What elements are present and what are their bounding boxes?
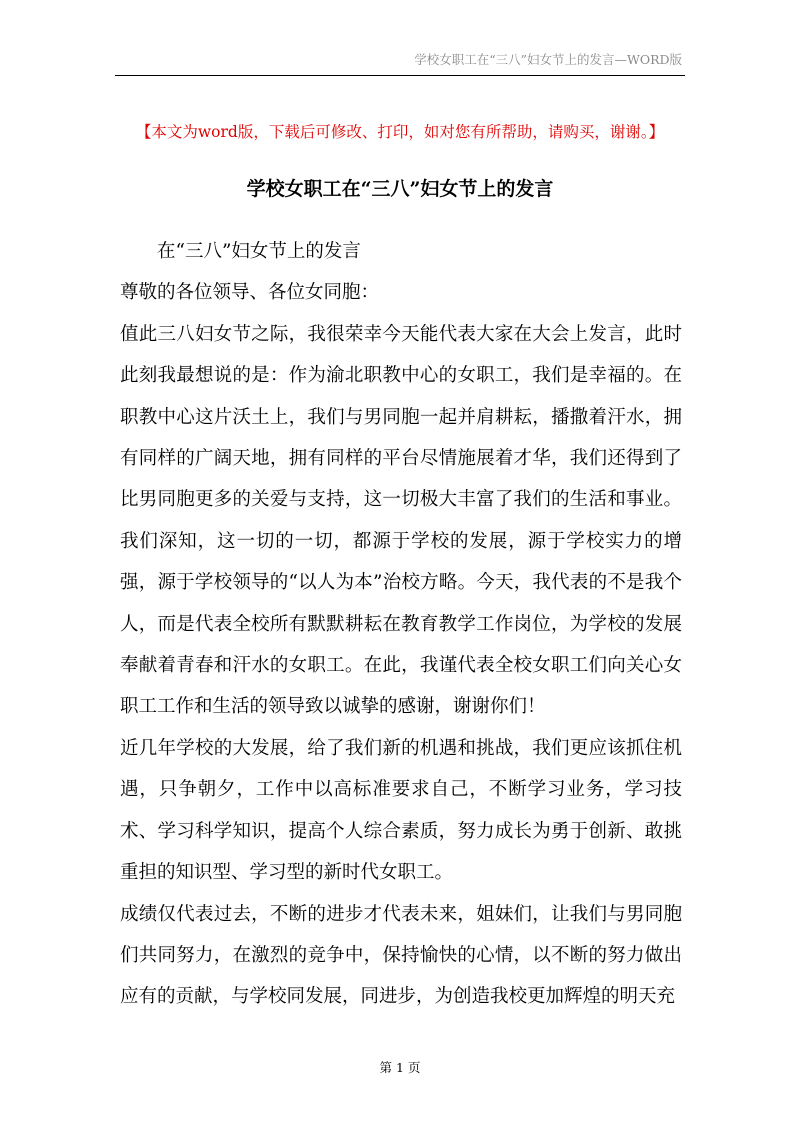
header-divider bbox=[115, 75, 685, 76]
body-paragraph: 近几年学校的大发展，给了我们新的机遇和挑战，我们更应该抓住机遇，只争朝夕，工作中以高标准要求自己，不断学习业务，学习技术、学习科学知识，提高个人综合素质，努力成长为勇于创新、敢挑重担的知识型、学习型的新时代女职工。 bbox=[120, 737, 682, 884]
download-notice: 【本文为word版，下载后可修改、打印，如对您有所帮助，请购买，谢谢。】 bbox=[135, 123, 665, 141]
body-paragraph: 值此三八妇女节之际，我很荣幸今天能代表大家在大会上发言，此时此刻我最想说的是：作为渝北职教中心的女职工，我们是幸福的。在职教中心这片沃土上，我们与男同胞一起并肩耕耘，播撒着汗水，拥有同样的广阔天地，拥有同样的平台尽情施展着才华，我们还得到了比男同胞更多的关爱与支持，这一切极大丰富了我们的生活和事业。我们深知，这一切的一切，都源于学校的发展，源于学校实力的增强，源于学校领导的“以人为本”治校方略。今天，我代表的不是我个人，而是代表全校所有默默耕耘在教育教学工作岗位，为学校的发展奉献着青春和汗水的女职工。在此，我谨代表全校女职工们向关心女职工工作和生活的领导致以诚挚的感谢，谢谢你们！ bbox=[120, 323, 682, 718]
speech-subtitle: 在“三八”妇女节上的发言 bbox=[157, 241, 361, 262]
body-paragraph: 成绩仅代表过去，不断的进步才代表未来，姐妹们，让我们与男同胞们共同努力，在激烈的竞争中，保持愉快的心情，以不断的努力做出应有的贡献，与学校同发展，同进步，为创造我校更加辉煌的明天充 bbox=[120, 903, 682, 1008]
running-header: 学校女职工在“三八”妇女节上的发言—WORD版 bbox=[414, 52, 682, 67]
document-title: 学校女职工在“三八”妇女节上的发言 bbox=[246, 178, 554, 200]
page-number: 第 1 页 bbox=[379, 1060, 421, 1075]
document-body bbox=[120, 231, 682, 1018]
salutation: 尊敬的各位领导、各位女同胞： bbox=[120, 282, 380, 304]
